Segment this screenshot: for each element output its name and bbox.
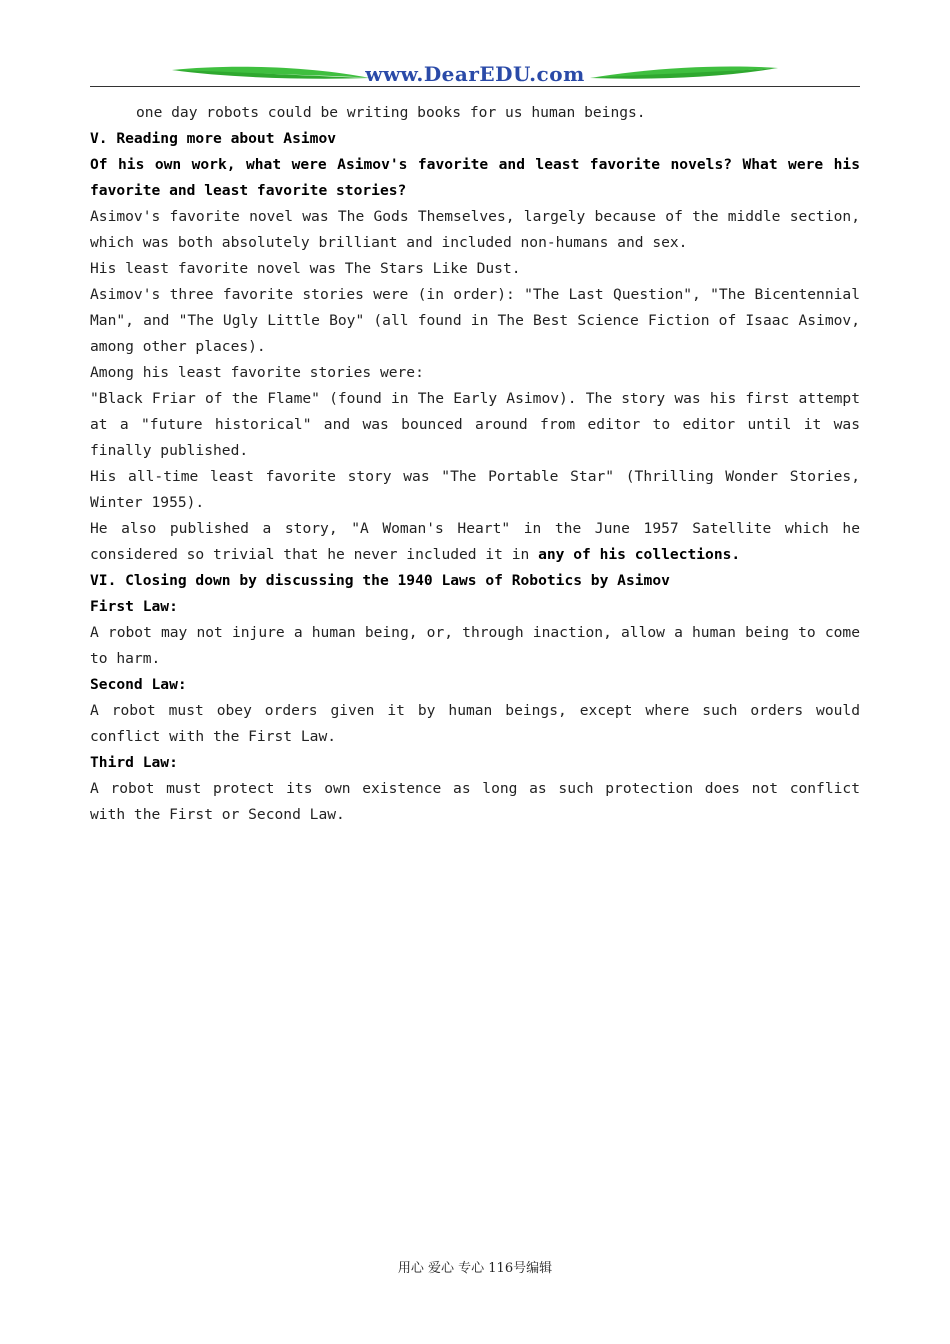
law1-text: A robot may not injure a human being, or, through inaction, allow a human being to come to harm. <box>90 624 860 667</box>
womans-heart-bold: any of his collections. <box>538 546 741 563</box>
law3-title: Third Law: <box>90 754 178 771</box>
section-heading-vi: VI. Closing down by discussing the 1940 Laws of Robotics by Asimov <box>90 572 670 589</box>
law2-title: Second Law: <box>90 676 187 693</box>
law3-text: A robot must protect its own existence as long as such protection does not conflict with the First or Second Law. <box>90 780 860 823</box>
paragraph-womans-heart <box>90 516 860 568</box>
paragraph-black-friar: "Black Friar of the Flame" (found in The Early Asimov). The story was his first attempt at a "future historical" and was bounced around from editor to editor until it was finally published. <box>90 390 860 459</box>
section-heading-v: V. Reading more about Asimov <box>90 130 337 147</box>
womans-heart-text: He also published a story, "A Woman's Heart" in the June 1957 Satellite which he considered so trivial that he never included it in <box>90 520 860 563</box>
paragraph-least-novel: His least favorite novel was The Stars Like Dust. <box>90 260 521 277</box>
header-rule <box>90 86 860 87</box>
paragraph-least-stories-intro: Among his least favorite stories were: <box>90 364 424 381</box>
logo-text: www.DearEDU.com <box>365 62 585 86</box>
paragraph-portable-star: His all-time least favorite story was "The Portable Star" (Thrilling Wonder Stories, Winter 1955). <box>90 468 860 511</box>
paragraph-favorite-novel: Asimov's favorite novel was The Gods Themselves, largely because of the middle section, which was both absolutely brilliant and included non-humans and sex. <box>90 208 860 251</box>
law2-text: A robot must obey orders given it by human beings, except where such orders would conflict with the First Law. <box>90 702 860 745</box>
paragraph-favorite-stories: Asimov's three favorite stories were (in order): "The Last Question", "The Bicentennial Man", and "The Ugly Little Boy" (all found in The Best Science Fiction of Isaac Asimov, among other places). <box>90 286 860 355</box>
paragraph-intro: one day robots could be writing books for us human beings. <box>136 104 646 121</box>
document-body <box>90 100 860 828</box>
law1-title: First Law: <box>90 598 178 615</box>
question-heading: Of his own work, what were Asimov's favorite and least favorite novels? What were his favorite and least favorite stories? <box>90 156 860 199</box>
page-footer: 用心 爱心 专心 116号编辑 <box>397 1261 553 1276</box>
